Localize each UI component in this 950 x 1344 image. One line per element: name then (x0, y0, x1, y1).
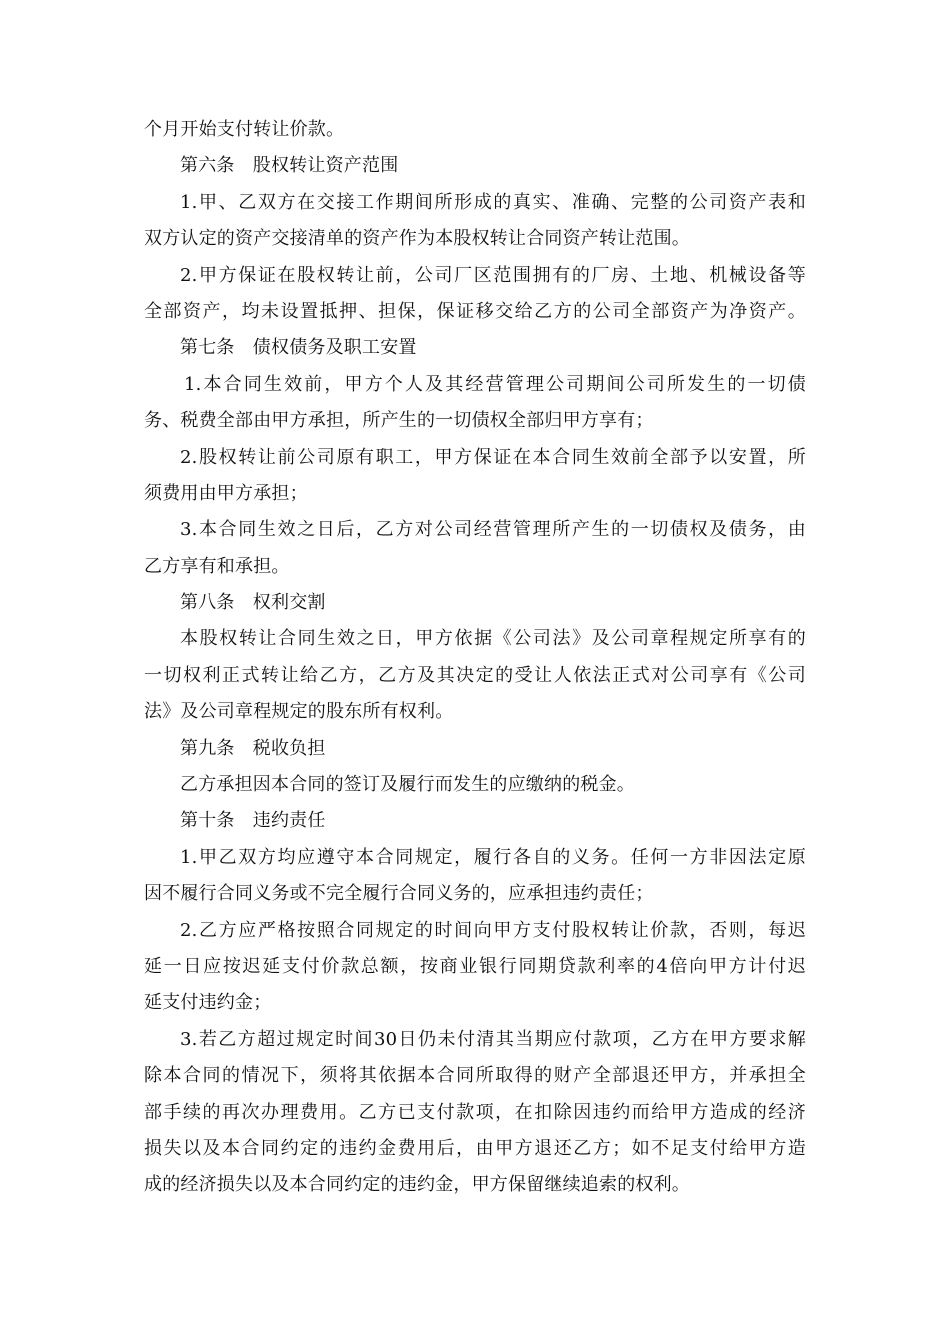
paragraph-line: 本股权转让合同生效之日，甲方依据《公司法》及公司章程规定所享有的 (180, 628, 806, 650)
paragraph-line: 1.甲乙双方均应遵守本合同规定，履行各自的义务。任何一方非因法定原 (180, 846, 806, 868)
paragraph-line: 损失以及本合同约定的违约金费用后，由甲方退还乙方；如不足支付给甲方造 (144, 1137, 806, 1159)
section-heading-7: 第七条 债权债务及职工安置 (180, 337, 417, 359)
paragraph-line: 须费用由甲方承担； (144, 482, 308, 504)
section-heading-10: 第十条 违约责任 (180, 810, 326, 832)
section-heading-9: 第九条 税收负担 (180, 737, 326, 759)
paragraph-line: 3.若乙方超过规定时间30日仍未付清其当期应付款项，乙方在甲方要求解 (180, 1028, 806, 1050)
paragraph-line: 乙方承担因本合同的签订及履行而发生的应缴纳的税金。 (180, 774, 635, 796)
paragraph-line: 因不履行合同义务或不完全履行合同义务的，应承担违约责任； (144, 883, 654, 905)
paragraph-line: 务、税费全部由甲方承担，所产生的一切债权全部归甲方享有； (144, 410, 654, 432)
paragraph-line: 法》及公司章程规定的股东所有权利。 (144, 701, 454, 723)
paragraph-line: 延一日应按迟延支付价款总额，按商业银行同期贷款利率的4倍向甲方计付迟 (144, 955, 806, 977)
paragraph-line: 2.甲方保证在股权转让前，公司厂区范围拥有的厂房、土地、机械设备等 (180, 264, 806, 286)
paragraph-line: 双方认定的资产交接清单的资产作为本股权转让合同资产转让范围。 (144, 228, 690, 250)
paragraph-line: 全部资产，均未设置抵押、担保，保证移交给乙方的公司全部资产为净资产。 (144, 300, 806, 322)
paragraph-line: 延支付违约金； (144, 992, 272, 1014)
section-heading-8: 第八条 权利交割 (180, 592, 326, 614)
section-heading-6: 第六条 股权转让资产范围 (180, 155, 399, 177)
paragraph-line: 成的经济损失以及本合同约定的违约金，甲方保留继续追索的权利。 (144, 1174, 690, 1196)
paragraph-line: 2.乙方应严格按照合同规定的时间向甲方支付股权转让价款，否则，每迟 (180, 919, 806, 941)
paragraph-line: 乙方享有和承担。 (144, 555, 290, 577)
paragraph-line: 3.本合同生效之日后，乙方对公司经营管理所产生的一切债权及债务，由 (180, 519, 806, 541)
paragraph-line: 1.甲、乙双方在交接工作期间所形成的真实、准确、完整的公司资产表和 (180, 191, 806, 213)
paragraph-line: 1.本合同生效前，甲方个人及其经营管理公司期间公司所发生的一切债 (184, 373, 806, 395)
paragraph-line: 一切权利正式转让给乙方，乙方及其决定的受让人依法正式对公司享有《公司 (144, 664, 806, 686)
paragraph-line: 部手续的再次办理费用。乙方已支付款项，在扣除因违约而给甲方造成的经济 (144, 1101, 806, 1123)
paragraph-line: 个月开始支付转让价款。 (144, 119, 345, 140)
paragraph-line: 2.股权转让前公司原有职工，甲方保证在本合同生效前全部予以安置，所 (180, 446, 806, 468)
paragraph-line: 除本合同的情况下，须将其依据本合同所取得的财产全部退还甲方，并承担全 (144, 1065, 806, 1087)
